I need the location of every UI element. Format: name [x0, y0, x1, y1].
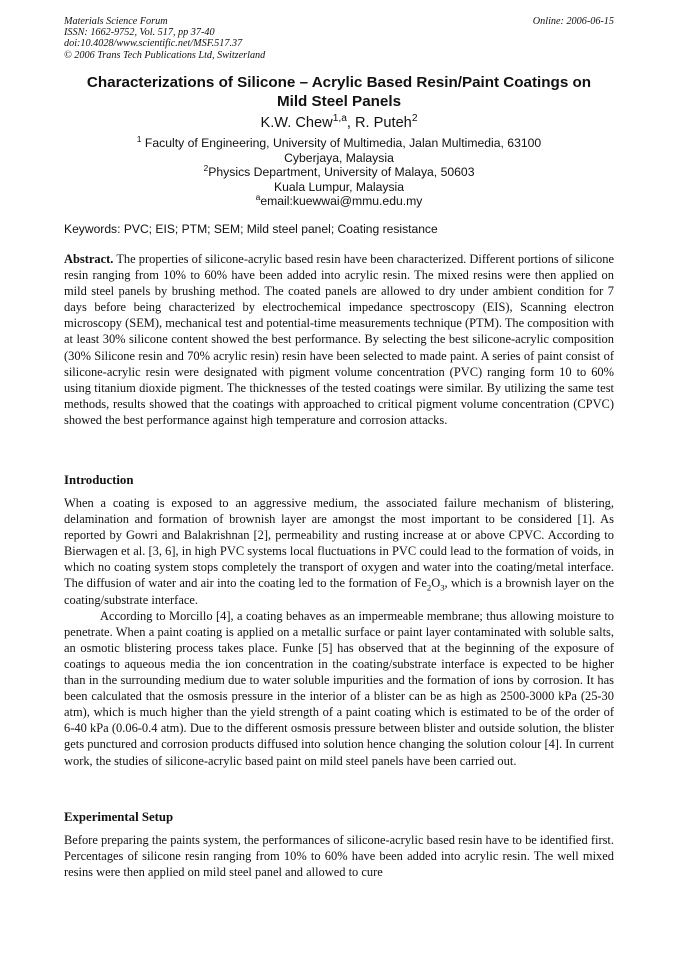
o-subscript: 3: [440, 582, 445, 593]
email-line: [64, 191, 614, 209]
doi-line: doi:10.4028/www.scientific.net/MSF.517.37: [64, 38, 243, 50]
author-2-affil-mark: 2: [411, 113, 418, 125]
abstract-label: Abstract.: [64, 252, 114, 266]
abstract: [64, 251, 614, 428]
title-line-2: Mild Steel Panels: [276, 93, 402, 110]
intro-p1-end: , which is a brownish layer on the coating/substrate interface.: [64, 576, 615, 607]
abstract-text: The properties of silicone-acrylic based resin have been characterized. Different portions of silicone resin ranging from 10% to 60% have been added into acrylic resin. The mixed resins were then applied on mild steel panels by brushing method. The coated panels are allowed to dry under ambient condition for 7 days before being characterized by electrochemical impedance spectroscopy (EIS), Scanning electron microscopy (SEM), mechanical test and potential-time measurements technique (PTM). The composition with at least 30% silicone content showed the best performance. By selecting the best silicone-acrylic composition (30% Silicone resin and 70% acrylic resin) resin have been selected to made paint. A series of paint consist of silicone-acrylic resin were designated with pigment volume concentration (PVC) ranging form 10 to 60% using titanium dioxide pigment. The thicknesses of the tested coatings were similar. By utilizing the same test methods, results showed that the coatings with approached to critical pigment volume concentration (CPVC) showed the best performance against high temperature and corrosion attacks.: [64, 252, 614, 427]
affil-2-line-1: Physics Department, University of Malaya, 50603: [208, 165, 475, 179]
affil-2-line-2: Kuala Lumpur, Malaysia: [273, 180, 405, 194]
experimental-body: [64, 832, 614, 880]
author-1-affil-mark: 1,a: [332, 113, 347, 125]
introduction-heading: Introduction: [64, 473, 134, 487]
journal-name: Materials Science Forum: [64, 16, 168, 27]
issn-line: ISSN: 1662-9752, Vol. 517, pp 37-40: [64, 27, 215, 39]
author-1: K.W. Chew: [260, 115, 333, 131]
experimental-paragraph-1: Before preparing the paints system, the performances of silicone-acrylic based resin have to be identified first. Percentages of silicone resin ranging from 10% to 60% have been added into acrylic resin. The well mixed resins were then applied on mild steel panel and allowed to cure: [64, 833, 614, 880]
experimental-heading: Experimental Setup: [64, 810, 174, 824]
paper-title: [64, 73, 614, 111]
title-line-1: Characterizations of Silicone – Acrylic Based Resin/Paint Coatings on: [86, 74, 592, 91]
email-address: email:kuewwai@mmu.edu.my: [260, 194, 423, 208]
author-list: [64, 114, 614, 132]
oxygen-symbol: O: [431, 576, 441, 591]
journal-header: [64, 16, 265, 61]
intro-p1-text: When a coating is exposed to an aggressive medium, the associated failure mechanism of blistering, delamination and formation of brownish layer are amongst the most important to be considered [1]. As reported by Gowri and Balakrishnan [2], permeability and rusting increase at or above CPVC. According to Bierwagen et al. [3, 6], in high PVC systems local fluctuations in PVC could lead to the formation of voids, in which no coating system stops completely the transport of oxygen and water into the coating/metal interface. The diffusion of water and air into the coating led to the formation of Fe: [64, 496, 614, 591]
intro-paragraph-1: [64, 495, 614, 608]
online-date: Online: 2006-06-15: [532, 16, 614, 27]
keywords: Keywords: PVC; EIS; PTM; SEM; Mild steel panel; Coating resistance: [64, 222, 438, 236]
email-mark: a: [255, 191, 261, 202]
author-separator: ,: [346, 115, 356, 131]
affil-1-line-2: Cyberjaya, Malaysia: [284, 151, 394, 165]
affiliation-1: [64, 133, 614, 151]
affiliation-2: [64, 162, 614, 180]
author-2: R. Puteh: [355, 115, 412, 131]
introduction-body: [64, 495, 614, 769]
affil-2-mark: 2: [203, 162, 209, 173]
affil-1-line-1: Faculty of Engineering, University of Multimedia, Jalan Multimedia, 63100: [141, 136, 542, 150]
affil-1-mark: 1: [136, 133, 142, 144]
intro-paragraph-2: According to Morcillo [4], a coating behaves as an impermeable membrane; thus allowing moisture to penetrate. When a paint coating is applied on a metallic surface or paint layer contaminated with soluble salts, an osmotic blistering process takes place. Funke [5] has observed that at the beginning of the exposure of coatings to aqueous media the ion concentration in the coating/substrate interface is expected to be higher than in the surrounding medium due to water soluble impurities and the formation of ions by corrosion. It has been calculated that the osmosis pressure in the interior of a blister can be as high as 2500-3000 kPa (25-30 atm), which is much higher than the yield strength of a paint coating which is estimated to be of the order of 6-40 kPa (0.06-0.4 atm). Due to the different osmosis pressure between blister and outside solution, the blister gets punctured and corrosion products diffused into solution hence changing the solution colour [4]. In current work, the studies of silicone-acrylic based paint on mild steel panels have been carried out.: [64, 608, 614, 768]
copyright-line: © 2006 Trans Tech Publications Ltd, Switzerland: [64, 49, 266, 61]
fe-subscript: 2: [426, 582, 432, 593]
